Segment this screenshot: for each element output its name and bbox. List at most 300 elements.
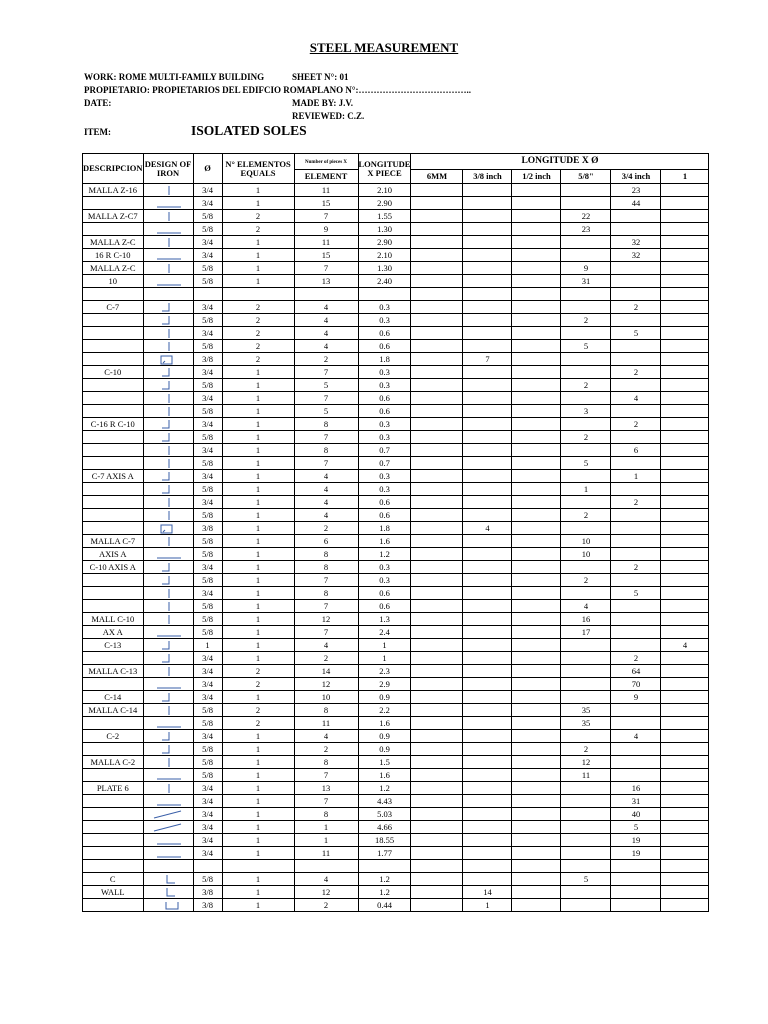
row-longitude: 0.3 [358,561,411,574]
rebar-shape-icon [144,536,193,547]
row-pieces: 8 [294,418,358,431]
row-pieces: 12 [294,886,358,899]
row-longitude-col-1 [463,548,512,561]
row-longitude-col-5 [661,223,709,236]
row-pieces: 7 [294,600,358,613]
row-longitude: 1 [358,652,411,665]
rebar-shape-icon [144,809,193,820]
row-longitude-col-3 [561,197,611,210]
table-row [83,366,709,379]
row-diameter: 5/8 [193,704,222,717]
header-elements: N° ELEMENTOS EQUALS [222,154,294,184]
row-design [143,418,193,431]
row-longitude-col-2 [512,691,561,704]
row-longitude-col-4: 44 [611,197,661,210]
row-design [143,691,193,704]
row-longitude-col-2 [512,561,561,574]
row-longitude: 0.3 [358,470,411,483]
table-row [83,899,709,912]
row-longitude-col-3 [561,496,611,509]
row-longitude-col-5: 4 [661,639,709,652]
row-description [83,847,144,860]
row-longitude-col-5 [661,184,709,197]
row-longitude-col-4 [611,210,661,223]
table-row [83,236,709,249]
row-diameter: 5/8 [193,873,222,886]
row-longitude: 0.6 [358,392,411,405]
row-longitude-col-3 [561,665,611,678]
table-row [83,717,709,730]
row-longitude-col-4 [611,548,661,561]
row-longitude-col-1: 1 [463,899,512,912]
row-design [143,223,193,236]
row-longitude-col-2 [512,704,561,717]
row-diameter: 3/4 [193,392,222,405]
row-longitude-col-0 [411,652,463,665]
row-description [83,600,144,613]
row-diameter: 1 [193,639,222,652]
row-longitude-col-4 [611,574,661,587]
row-description: MALLA C-13 [83,665,144,678]
table-row [83,847,709,860]
row-diameter: 5/8 [193,405,222,418]
row-longitude-col-4: 5 [611,327,661,340]
row-design [143,782,193,795]
row-longitude-col-1 [463,262,512,275]
row-elements: 1 [222,756,294,769]
row-longitude: 0.3 [358,379,411,392]
row-pieces: 2 [294,353,358,366]
row-longitude: 4.66 [358,821,411,834]
row-longitude-col-4 [611,509,661,522]
rebar-shape-icon [144,887,193,898]
row-description: C-13 [83,639,144,652]
row-longitude: 2.9 [358,678,411,691]
row-longitude: 0.6 [358,327,411,340]
row-longitude-col-3 [561,730,611,743]
row-longitude: 2.2 [358,704,411,717]
row-pieces: 15 [294,197,358,210]
row-description [83,808,144,821]
table-row [83,691,709,704]
owner-label: PROPIETARIO: PROPIETARIOS DEL EDIFCIO ROMAPLANO N°:……………………………….. [84,85,472,95]
row-design [143,730,193,743]
row-longitude-col-0 [411,184,463,197]
row-elements: 1 [222,899,294,912]
row-pieces: 8 [294,587,358,600]
row-longitude-col-2 [512,405,561,418]
row-diameter: 3/4 [193,301,222,314]
rebar-shape-icon [144,393,193,404]
row-longitude-col-3: 12 [561,756,611,769]
row-diameter: 5/8 [193,379,222,392]
row-description [83,860,144,873]
row-elements: 1 [222,509,294,522]
table-row [83,522,709,535]
row-longitude-col-5 [661,210,709,223]
row-longitude-col-0 [411,301,463,314]
row-pieces: 2 [294,899,358,912]
row-longitude-col-5 [661,392,709,405]
table-row [83,730,709,743]
table-row [83,262,709,275]
row-longitude-col-4: 64 [611,665,661,678]
row-elements: 1 [222,782,294,795]
row-longitude-col-5 [661,834,709,847]
row-pieces: 11 [294,184,358,197]
row-longitude-col-1 [463,483,512,496]
row-diameter: 3/4 [193,834,222,847]
row-longitude-col-2 [512,717,561,730]
header-1: 1 [661,170,709,184]
row-pieces: 7 [294,574,358,587]
row-description: PLATE 6 [83,782,144,795]
row-longitude-col-2 [512,574,561,587]
row-longitude-col-2 [512,795,561,808]
rebar-shape-icon [144,679,193,690]
rebar-shape-icon [144,523,193,534]
row-design [143,873,193,886]
row-pieces: 5 [294,379,358,392]
row-elements: 1 [222,431,294,444]
rebar-shape-icon [144,185,193,196]
row-longitude-col-4: 2 [611,496,661,509]
row-longitude-col-0 [411,704,463,717]
row-longitude: 2.40 [358,275,411,288]
rebar-shape-icon [144,627,193,638]
row-longitude-col-0 [411,665,463,678]
row-longitude-col-0 [411,236,463,249]
row-longitude-col-3 [561,236,611,249]
row-design [143,808,193,821]
row-pieces: 8 [294,561,358,574]
row-description [83,223,144,236]
row-longitude-col-5 [661,743,709,756]
row-description: MALLA Z-C7 [83,210,144,223]
row-pieces: 4 [294,314,358,327]
row-pieces: 8 [294,808,358,821]
row-design [143,431,193,444]
row-longitude-col-3: 35 [561,717,611,730]
row-longitude-col-1 [463,743,512,756]
row-longitude-col-3: 9 [561,262,611,275]
rebar-shape-icon [144,237,193,248]
row-longitude-col-0 [411,600,463,613]
row-longitude-col-0 [411,496,463,509]
row-longitude-col-5 [661,847,709,860]
row-diameter: 5/8 [193,756,222,769]
row-description [83,743,144,756]
rebar-shape-icon [144,549,193,560]
row-pieces: 4 [294,873,358,886]
table-row [83,769,709,782]
row-longitude-col-2 [512,535,561,548]
row-pieces: 4 [294,301,358,314]
row-longitude-col-1 [463,197,512,210]
row-longitude: 0.9 [358,743,411,756]
row-elements: 1 [222,795,294,808]
rebar-shape-icon [144,705,193,716]
row-longitude-col-4 [611,613,661,626]
row-longitude-col-2 [512,496,561,509]
row-longitude: 1.55 [358,210,411,223]
header-5-8: 5/8" [561,170,611,184]
row-longitude-col-4: 32 [611,236,661,249]
row-longitude-col-2 [512,366,561,379]
row-longitude-col-1: 7 [463,353,512,366]
row-longitude-col-1 [463,392,512,405]
row-diameter: 3/8 [193,899,222,912]
row-longitude-col-3: 10 [561,548,611,561]
row-longitude-col-3 [561,782,611,795]
row-longitude-col-3 [561,561,611,574]
row-longitude-col-5 [661,652,709,665]
row-elements: 1 [222,197,294,210]
item-value: ISOLATED SOLES [191,123,307,138]
row-design [143,886,193,899]
row-longitude-col-0 [411,418,463,431]
row-longitude-col-0 [411,847,463,860]
date-label: DATE: [84,98,112,108]
rebar-shape-icon [144,302,193,313]
row-longitude-col-1 [463,379,512,392]
row-longitude: 2.10 [358,249,411,262]
row-longitude-col-0 [411,795,463,808]
row-longitude-col-5 [661,769,709,782]
row-longitude-col-5 [661,535,709,548]
row-design [143,548,193,561]
row-pieces: 12 [294,678,358,691]
row-longitude-col-2 [512,210,561,223]
table-row [83,223,709,236]
row-description [83,444,144,457]
rebar-shape-icon [144,692,193,703]
row-elements: 2 [222,665,294,678]
row-longitude-col-0 [411,275,463,288]
table-row [83,574,709,587]
row-longitude-col-4 [611,457,661,470]
row-longitude-col-3: 1 [561,483,611,496]
row-longitude-col-4 [611,769,661,782]
row-longitude-col-1 [463,327,512,340]
row-longitude-col-3: 17 [561,626,611,639]
row-longitude-col-3: 11 [561,769,611,782]
row-longitude-col-5 [661,522,709,535]
row-diameter: 5/8 [193,275,222,288]
row-longitude-col-1 [463,678,512,691]
row-longitude-col-5 [661,678,709,691]
row-longitude-col-0 [411,769,463,782]
row-longitude-col-1: 4 [463,522,512,535]
row-longitude-col-2 [512,431,561,444]
row-longitude-col-2 [512,548,561,561]
row-diameter: 3/4 [193,366,222,379]
row-description [83,652,144,665]
rebar-shape-icon [144,484,193,495]
row-elements: 1 [222,275,294,288]
row-longitude-col-5 [661,327,709,340]
rebar-shape-icon [144,822,193,833]
row-longitude-col-3: 2 [561,509,611,522]
row-design [143,210,193,223]
row-diameter: 3/4 [193,444,222,457]
rebar-shape-icon [144,666,193,677]
row-description: C-7 [83,301,144,314]
rebar-shape-icon [144,731,193,742]
rebar-shape-icon [144,562,193,573]
row-longitude-col-2 [512,327,561,340]
row-description: AX A [83,626,144,639]
row-pieces: 8 [294,704,358,717]
row-longitude-col-5 [661,496,709,509]
rebar-shape-icon [144,770,193,781]
row-longitude-col-3 [561,691,611,704]
row-longitude-col-1: 14 [463,886,512,899]
row-description: MALLA Z-C [83,236,144,249]
row-elements: 2 [222,704,294,717]
row-longitude-col-2 [512,249,561,262]
row-longitude-col-1 [463,873,512,886]
row-longitude-col-1 [463,574,512,587]
row-design [143,678,193,691]
row-longitude-col-2 [512,743,561,756]
row-longitude-col-5 [661,587,709,600]
row-description [83,327,144,340]
row-longitude-col-2 [512,444,561,457]
row-elements: 1 [222,249,294,262]
row-longitude: 0.6 [358,340,411,353]
row-longitude-col-5 [661,431,709,444]
row-diameter: 5/8 [193,717,222,730]
row-longitude-col-1 [463,535,512,548]
row-diameter: 3/4 [193,678,222,691]
row-design [143,639,193,652]
row-pieces: 11 [294,236,358,249]
row-longitude-col-2 [512,223,561,236]
row-longitude-col-1 [463,223,512,236]
row-elements: 2 [222,223,294,236]
row-longitude-col-2 [512,873,561,886]
row-longitude-col-4: 1 [611,470,661,483]
row-longitude-col-1 [463,613,512,626]
row-longitude-col-2 [512,665,561,678]
rebar-shape-icon [144,744,193,755]
table-row [83,561,709,574]
row-diameter: 5/8 [193,600,222,613]
row-longitude-col-3: 31 [561,275,611,288]
row-longitude-col-0 [411,899,463,912]
row-elements [222,288,294,301]
row-diameter: 5/8 [193,574,222,587]
row-elements: 1 [222,535,294,548]
row-pieces: 2 [294,743,358,756]
row-longitude: 1.5 [358,756,411,769]
row-longitude-col-2 [512,392,561,405]
row-diameter [193,860,222,873]
row-longitude-col-2 [512,236,561,249]
table-row [83,483,709,496]
row-longitude-col-1 [463,249,512,262]
row-longitude-col-0 [411,730,463,743]
row-longitude-col-3: 10 [561,535,611,548]
row-pieces: 8 [294,548,358,561]
row-design [143,457,193,470]
row-longitude-col-0 [411,314,463,327]
row-diameter: 3/4 [193,847,222,860]
row-longitude: 0.3 [358,483,411,496]
rebar-shape-icon [144,406,193,417]
row-design [143,899,193,912]
header-6mm: 6MM [411,170,463,184]
row-diameter: 3/8 [193,886,222,899]
table-row [83,249,709,262]
row-pieces: 7 [294,431,358,444]
row-longitude: 0.6 [358,509,411,522]
row-longitude-col-4 [611,717,661,730]
row-pieces: 15 [294,249,358,262]
row-longitude-col-1 [463,236,512,249]
rebar-shape-icon [144,380,193,391]
row-longitude: 4.43 [358,795,411,808]
row-description: MALLA C-14 [83,704,144,717]
row-design [143,496,193,509]
row-diameter: 3/4 [193,821,222,834]
header-3-4: 3/4 inch [611,170,661,184]
row-diameter: 3/4 [193,327,222,340]
row-elements: 1 [222,652,294,665]
table-row [83,704,709,717]
table-row [83,834,709,847]
row-longitude: 1.2 [358,873,411,886]
row-longitude-col-0 [411,548,463,561]
row-description [83,431,144,444]
row-elements: 1 [222,886,294,899]
row-longitude-col-3 [561,678,611,691]
row-elements: 1 [222,808,294,821]
row-longitude-col-1 [463,691,512,704]
row-longitude-col-4: 70 [611,678,661,691]
row-pieces: 8 [294,756,358,769]
row-design [143,236,193,249]
table-row [83,548,709,561]
row-longitude-col-5 [661,613,709,626]
row-longitude-col-1 [463,639,512,652]
row-description [83,834,144,847]
row-longitude-col-3: 23 [561,223,611,236]
header-3-8: 3/8 inch [463,170,512,184]
rebar-shape-icon [144,432,193,443]
row-longitude: 0.3 [358,314,411,327]
row-longitude: 2.10 [358,184,411,197]
row-longitude-col-4: 5 [611,587,661,600]
row-longitude-col-0 [411,717,463,730]
row-longitude-col-5 [661,548,709,561]
row-pieces: 4 [294,496,358,509]
row-longitude-col-0 [411,483,463,496]
row-longitude-col-3 [561,366,611,379]
row-diameter: 3/8 [193,353,222,366]
row-longitude-col-4 [611,223,661,236]
row-elements: 1 [222,548,294,561]
row-elements: 1 [222,834,294,847]
rebar-shape-icon [144,718,193,729]
row-longitude-col-5 [661,665,709,678]
table-row [83,340,709,353]
row-longitude-col-4 [611,886,661,899]
row-longitude-col-5 [661,756,709,769]
row-longitude-col-2 [512,470,561,483]
row-design [143,301,193,314]
